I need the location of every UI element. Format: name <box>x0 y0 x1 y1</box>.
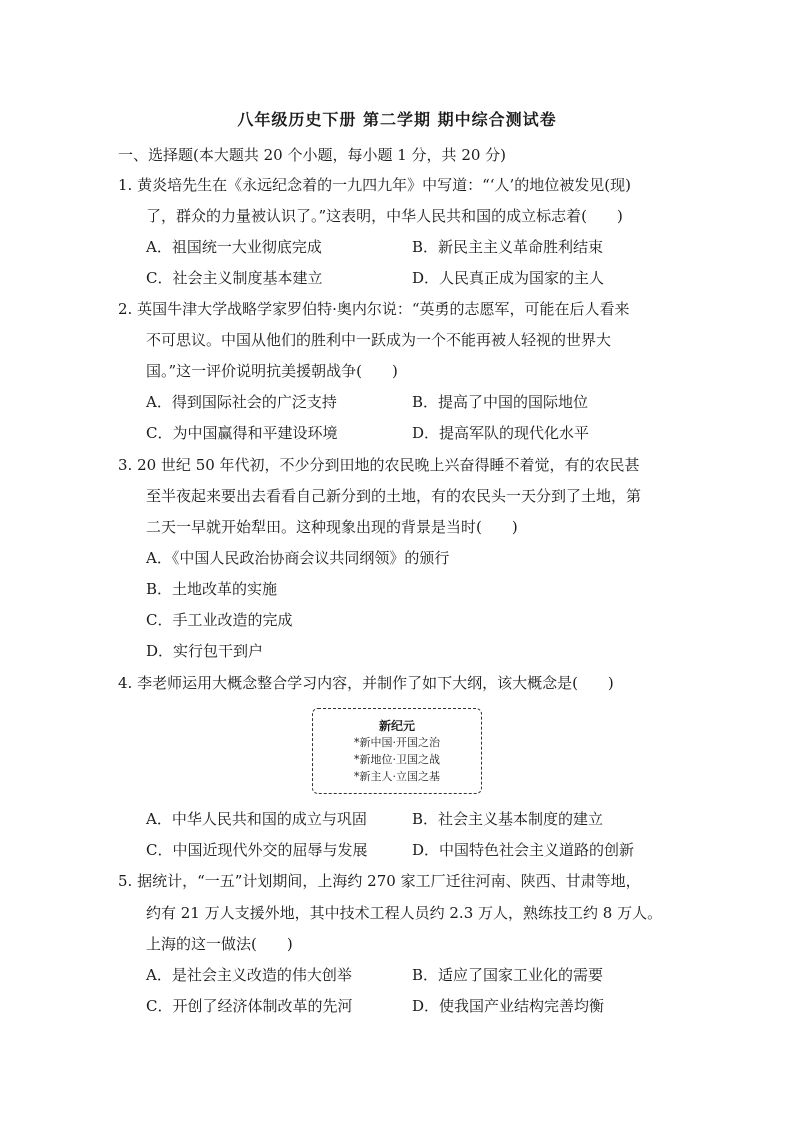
question-2-option-b: B．提高了中国的国际地位 <box>412 393 589 411</box>
question-5-option-b: B．适应了国家工业化的需要 <box>412 966 604 984</box>
question-3-option-b: B．土地改革的实施 <box>146 580 278 598</box>
question-1-option-a: A．祖国统一大业彻底完成 <box>146 238 322 256</box>
question-3-stem-line: 二天一早就开始犁田。这种现象出现的背景是当时( ) <box>146 518 518 536</box>
outline-item: *新地位·卫国之战 <box>354 753 440 766</box>
question-2-stem-line: 国。”这一评价说明抗美援朝战争( ) <box>146 362 398 380</box>
question-2-stem-line: 2. 英国牛津大学战略学家罗伯特·奥内尔说：“英勇的志愿军，可能在后人看来 <box>118 300 630 318</box>
outline-item: *新主人·立国之基 <box>354 770 440 783</box>
question-1-option-d: D．人民真正成为国家的主人 <box>412 269 605 287</box>
question-1-stem-line: 1. 黄炎培先生在《永远纪念着的一九四九年》中写道：“‘人’的地位被发见(现) <box>118 176 631 194</box>
question-5-stem-line: 上海的这一做法( ) <box>146 935 293 953</box>
question-4-option-c: C．中国近现代外交的屈辱与发展 <box>146 841 368 859</box>
question-5-option-d: D．使我国产业结构完善均衡 <box>412 997 605 1015</box>
question-4-option-b: B．社会主义基本制度的建立 <box>412 810 604 828</box>
outline-item: *新中国·开国之治 <box>354 736 440 749</box>
question-2-option-c: C．为中国赢得和平建设环境 <box>146 424 338 442</box>
question-3-option-a: A．《中国人民政治协商会议共同纲领》的颁行 <box>146 549 450 567</box>
question-2-option-a: A．得到国际社会的广泛支持 <box>146 393 337 411</box>
outline-heading: 新纪元 <box>378 719 415 733</box>
question-4-option-a: A．中华人民共和国的成立与巩固 <box>146 810 367 828</box>
question-5-stem-line: 5. 据统计，“一五”计划期间，上海约 270 家工厂迁往河南、陕西、甘肃等地， <box>118 872 641 890</box>
question-3-stem-line: 3. 20 世纪 50 年代初，不少分到田地的农民晚上兴奋得睡不着觉，有的农民甚 <box>118 456 640 474</box>
question-2-option-d: D．提高军队的现代化水平 <box>412 424 590 442</box>
question-5-stem-line: 约有 21 万人支援外地，其中技术工程人员约 2.3 万人，熟练技工约 8 万人。 <box>146 904 663 922</box>
question-5-option-a: A．是社会主义改造的伟大创举 <box>146 966 352 984</box>
question-1-option-b: B．新民主主义革命胜利结束 <box>412 238 604 256</box>
question-4-stem-line: 4. 李老师运用大概念整合学习内容，并制作了如下大纲，该大概念是( ) <box>118 674 614 692</box>
question-4-option-d: D．中国特色社会主义道路的创新 <box>412 841 635 859</box>
question-1-stem-line: 了，群众的力量被认识了。”这表明，中华人民共和国的成立标志着( ) <box>146 207 623 225</box>
exam-title: 八年级历史下册 第二学期 期中综合测试卷 <box>237 110 557 129</box>
question-5-option-c: C．开创了经济体制改革的先河 <box>146 997 353 1015</box>
question-1-option-c: C．社会主义制度基本建立 <box>146 269 323 287</box>
question-2-stem-line: 不可思议。中国从他们的胜利中一跃成为一个不能再被人轻视的世界大 <box>146 331 612 349</box>
concept-outline-box <box>312 708 482 794</box>
section-heading: 一、选择题(本大题共 20 个小题，每小题 1 分，共 20 分) <box>118 146 507 164</box>
question-3-stem-line: 至半夜起来要出去看看自己新分到的土地，有的农民头一天分到了土地，第 <box>146 487 642 505</box>
question-3-option-c: C．手工业改造的完成 <box>146 611 293 629</box>
question-3-option-d: D．实行包干到户 <box>146 642 264 660</box>
